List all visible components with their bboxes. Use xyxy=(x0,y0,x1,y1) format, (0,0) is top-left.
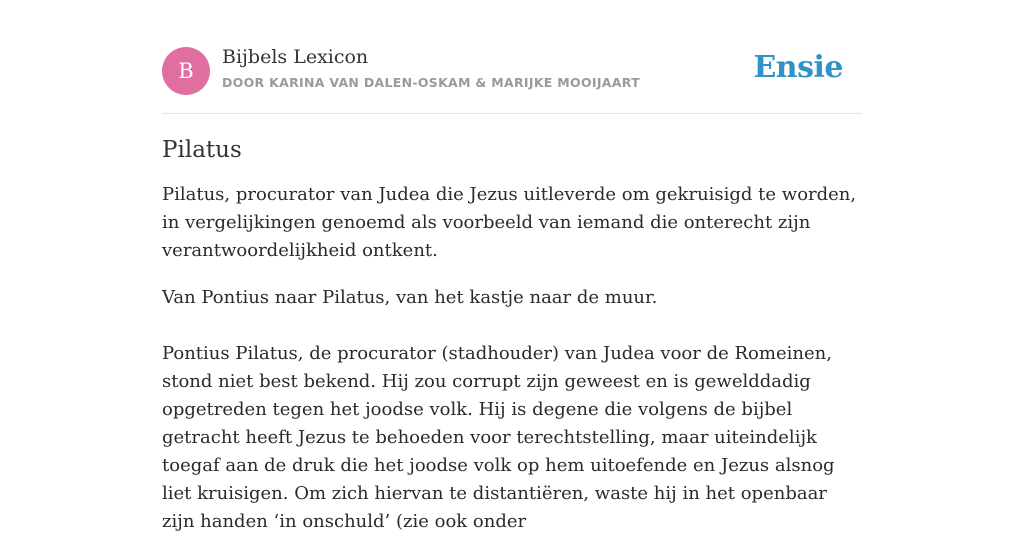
definition-paragraph: Pilatus, procurator van Judea die Jezus uitleverde om gekruisigd te worden, in vergelijkingen genoemd als voorbeeld van iemand die onterecht zijn verantwoordelijkheid ontkent. xyxy=(162,184,857,261)
explanation-paragraph: Pontius Pilatus, de procurator (stadhouder) van Judea voor de Romeinen, stond niet best bekend. Hij zou corrupt zijn geweest en is gewelddadig opgetreden tegen het joodse volk. Hij is degene die volgens de bijbel getracht heeft Jezus te behoeden voor terechtstelling, maar uiteindelijk toegaf aan de druk die het joodse volk op hem uitoefende en Jezus alsnog liet kruisigen. Om zich hiervan te distantiëren, waste hij in het openbaar zijn handen ‘in onschuld’ (zie ook onder xyxy=(162,343,835,532)
page-title: Pilatus xyxy=(162,137,242,163)
article xyxy=(162,137,862,536)
header xyxy=(162,46,862,96)
lexicon-title[interactable]: Bijbels Lexicon xyxy=(222,46,369,68)
avatar[interactable]: B xyxy=(162,47,210,95)
brand-logo[interactable]: Ensie xyxy=(753,50,843,85)
example-paragraph: Van Pontius naar Pilatus, van het kastje naar de muur. xyxy=(162,287,658,308)
authors-byline[interactable]: DOOR KARINA VAN DALEN-OSKAM & MARIJKE MOOIJAART xyxy=(222,75,640,90)
header-divider xyxy=(162,113,862,114)
